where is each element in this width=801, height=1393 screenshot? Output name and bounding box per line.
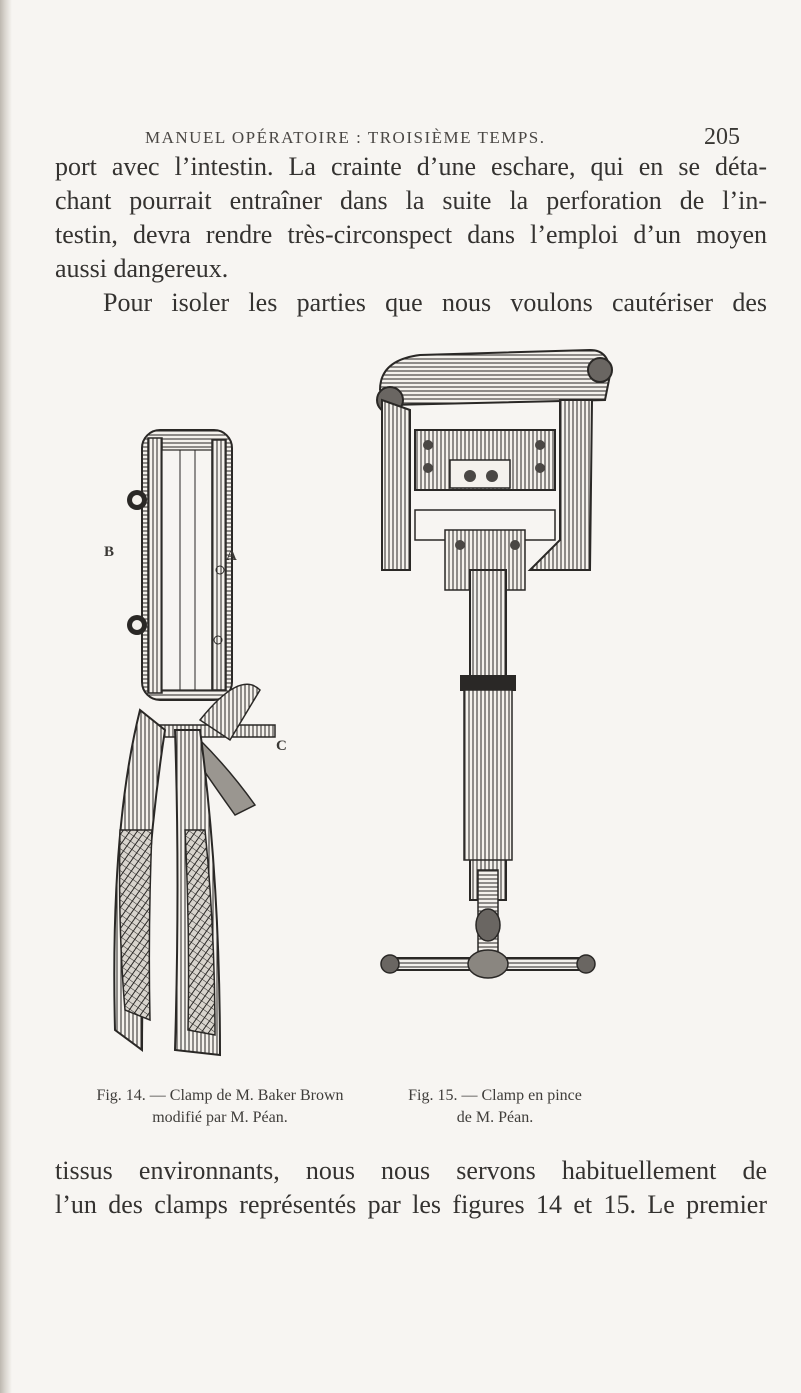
label-c: C xyxy=(276,738,287,754)
clamp-baker-brown-engraving xyxy=(80,410,340,1070)
figure-15-illustration xyxy=(360,330,620,1060)
text-line: chant pourrait entraîner dans la suite la perforation de l’in- xyxy=(55,186,767,215)
text-line: tissus environnants, nous nous servons habituellement de xyxy=(55,1156,767,1185)
text-line: port avec l’intestin. La crainte d’une eschare, qui en se déta- xyxy=(55,152,767,181)
text-line: l’un des clamps représentés par les figures 14 et 15. Le premier xyxy=(55,1190,767,1219)
text-line: Pour isoler les parties que nous voulons cautériser des xyxy=(103,288,767,317)
figure-14-caption xyxy=(70,1085,370,1129)
label-a: A xyxy=(226,548,237,564)
top-paragraph xyxy=(55,150,767,320)
bottom-paragraph xyxy=(55,1154,767,1222)
caption-line: modifié par M. Péan. xyxy=(152,1109,288,1126)
label-b: B xyxy=(104,544,115,560)
figure-15-caption xyxy=(365,1085,625,1129)
text-line: aussi dangereux. xyxy=(55,254,229,283)
figure-14-illustration xyxy=(80,410,340,1070)
clamp-pean-engraving xyxy=(360,330,620,1060)
caption-line: de M. Péan. xyxy=(456,1109,534,1126)
page-number: 205 xyxy=(704,124,740,150)
caption-line: Fig. 15. — Clamp en pince xyxy=(408,1087,582,1104)
caption-line: Fig. 14. — Clamp de M. Baker Brown xyxy=(96,1087,344,1104)
running-title: MANUEL OPÉRATOIRE : TROISIÈME TEMPS. xyxy=(145,128,546,147)
page-edge-shadow xyxy=(0,0,12,1393)
text-line: testin, devra rendre très-circonspect dans l’emploi d’un moyen xyxy=(55,220,767,249)
